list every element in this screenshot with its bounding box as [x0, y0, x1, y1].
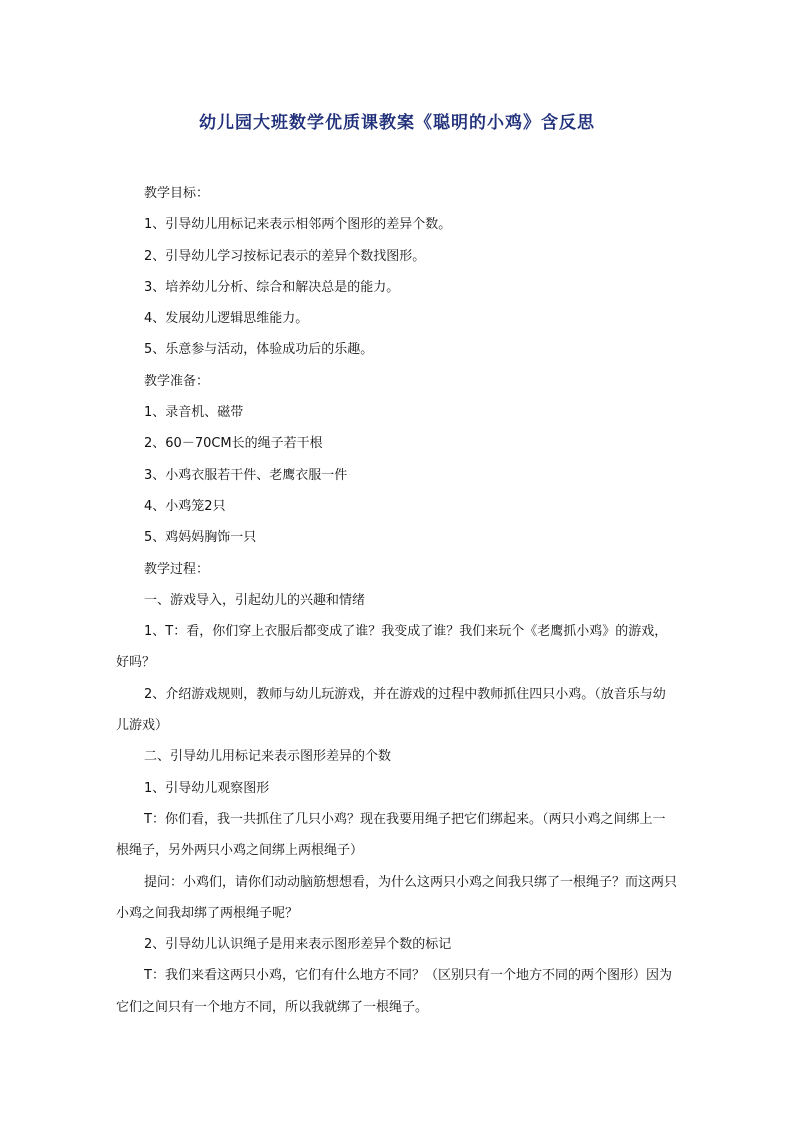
paragraph: 4、发展幼儿逻辑思维能力。	[144, 311, 309, 327]
paragraph: 2、60－70CM长的绳子若干根	[144, 436, 323, 452]
document-body	[116, 178, 678, 1023]
document-title: 幼儿园大班数学优质课教案《聪明的小鸡》含反思	[199, 113, 595, 133]
paragraph: T：我们来看这两只小鸡，它们有什么地方不同？（区别只有一个地方不同的两个图形）因为它们之间只有一个地方不同，所以我就绑了一根绳子。	[116, 968, 672, 1015]
paragraph: T：你们看，我一共抓住了几只小鸡？现在我要用绳子把它们绑起来。（两只小鸡之间绑上一根绳子，另外两只小鸡之间绑上两根绳子）	[116, 811, 666, 859]
paragraph: 4、小鸡笼2只	[144, 498, 226, 514]
paragraph: 5、鸡妈妈胸饰一只	[144, 530, 257, 546]
paragraph: 5、乐意参与活动，体验成功后的乐趣。	[144, 342, 374, 358]
paragraph: 1、录音机、磁带	[144, 405, 244, 421]
paragraph: 3、小鸡衣服若干件、老鹰衣服一件	[144, 467, 348, 483]
paragraph: 2、介绍游戏规则，教师与幼儿玩游戏，并在游戏的过程中教师抓住四只小鸡。（放音乐与幼儿游戏）	[116, 686, 666, 734]
paragraph: 1、T：看，你们穿上衣服后都变成了谁？我变成了谁？我们来玩个《老鹰抓小鸡》的游戏，好吗？	[116, 624, 668, 671]
paragraph: 教学目标：	[144, 186, 210, 201]
paragraph: 1、引导幼儿观察图形	[144, 780, 270, 796]
paragraph: 教学准备：	[144, 373, 210, 389]
paragraph: 3、培养幼儿分析、综合和解决总是的能力。	[144, 279, 400, 295]
paragraph: 提问：小鸡们，请你们动动脑筋想想看，为什么这两只小鸡之间我只绑了一根绳子？而这两只小鸡之间我却绑了两根绳子呢？	[116, 874, 678, 921]
paragraph: 1、引导幼儿用标记来表示相邻两个图形的差异个数。	[144, 217, 452, 233]
paragraph: 教学过程：	[144, 561, 210, 577]
paragraph: 一、游戏导入，引起幼儿的兴趣和情绪	[144, 592, 366, 608]
paragraph: 二、引导幼儿用标记来表示图形差异的个数	[144, 749, 392, 765]
paragraph: 2、引导幼儿认识绳子是用来表示图形差异个数的标记	[144, 937, 452, 953]
paragraph: 2、引导幼儿学习按标记表示的差异个数找图形。	[144, 248, 426, 264]
